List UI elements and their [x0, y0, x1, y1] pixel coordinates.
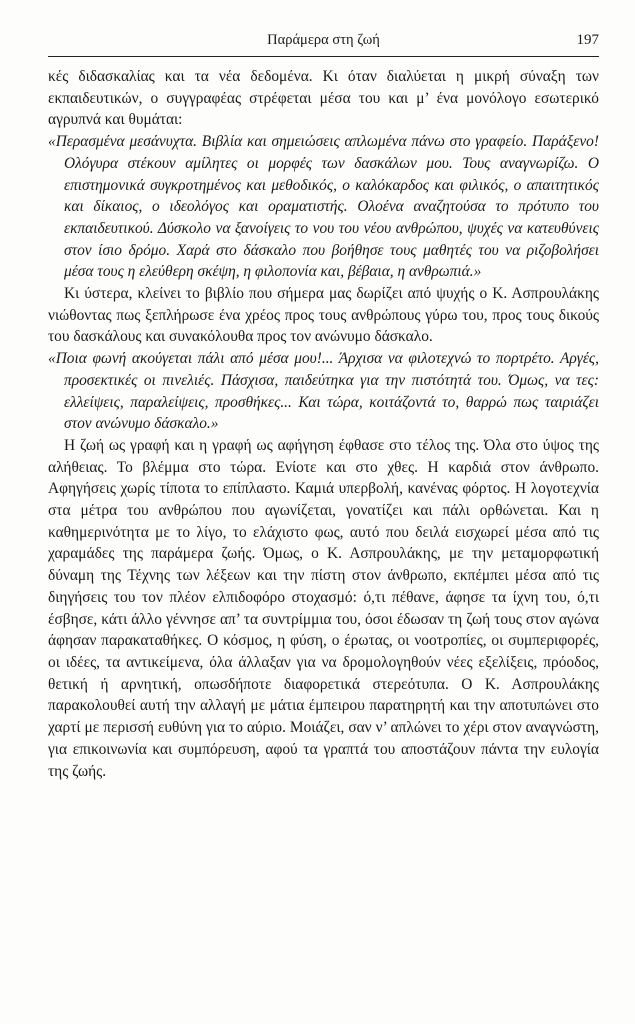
quote-portrait: «Ποια φωνή ακούγεται πάλι από μέσα μου!... Άρχισα να φιλοτεχνώ το πορτρέτο. Αργές, προσεκτικές οι πινελιές. Πάσχισα, παιδεύτηκα για την πιστότητά του. Όμως, να τες: ελλείψεις, παραλείψεις, προσθήκες... Και τώρα, κοιτάζοντά το, θαρρώ πως ταιριάζει στον ανώνυμο δάσκαλο.» — [48, 350, 599, 433]
paragraph-intro: κές διδασκαλίας και τα νέα δεδομένα. Κι όταν διαλύεται η μικρή σύναξη των εκπαιδευτικών, ο συγγραφέας στρέφεται μέσα του και μ’ ένα μονόλογο εσωτερικό αγρυπνά και θυμάται: — [48, 68, 599, 129]
body-text — [48, 66, 599, 782]
quote-midnight: «Περασμένα μεσάνυχτα. Βιβλία και σημειώσεις απλωμένα πάνω στο γραφείο. Παράξενο! Ολόγυρα στέκουν αμίλητες οι μορφές των δασκάλων μου. Τους αναγνωρίζω. Ο επιστημονικά συγκροτημένος και μεθοδικός, ο καλόκαρδος και φιλικός, ο απαιτητικός και δίκαιος, ο ιδεολόγος και οραματιστής. Ολοένα αναζητούσα το πρότυπο του εκπαιδευτικού. Δύσκολο να ξανοίγεις το νου του νέου ανθρώπου, ψυχές να κατευθύνεις στον ίσιο δρόμο. Χαρά στο δάσκαλο που βοήθησε τους μαθητές του να ριζοβολήσει μέσα τους η ελεύθερη σκέψη, η φιλοπονία και, βέβαια, η ανθρωπιά.» — [48, 133, 599, 281]
page-header — [48, 32, 599, 54]
page-number: 197 — [576, 32, 599, 48]
running-head: Παράμερα στη ζωή — [267, 32, 380, 48]
paragraph-conclusion: Η ζωή ως γραφή και η γραφή ως αφήγηση έφθασε στο τέλος της. Όλα στο ύψος της αλήθειας. Το βλέμμα στο τώρα. Ενίοτε και στο χθες. Η καρδιά στον άνθρωπο. Αφηγήσεις χωρίς τίποτα το επίπλαστο. Καμιά υπερβολή, κανένας φόρτος. Η λογοτεχνία στα μέτρα του ανθρώπου που αγωνίζεται, γονατίζει και πάλι ορθώνεται. Και η καθημερινότητα με το λίγο, το ελάχιστο φως, αυτό που δειλά εισχωρεί μέσα από τις χαραμάδες της παράμερα ζωής. Όμως, ο Κ. Ασπρουλάκης, με την μεταμορφωτική δύναμη της Τέχνης των λέξεων και την πίστη στον άνθρωπο, εκπέμπει μέσα από τις διηγήσεις του τον πλέον ελπιδοφόρο στοχασμό: ό,τι πέθανε, άφησε τα ίχνη του, ό,τι έσβησε, κάτι άλλο γέννησε απ’ τα συντρίμμια του, όσοι έδωσαν τη ζωή τους στον αγώνα άφησαν παρακαταθήκες. Ο κόσμος, η φύση, ο έρωτας, οι νοοτροπίες, οι συμπεριφορές, οι ιδέες, τα αντικείμενα, όλα άλλαξαν για να δρομολογηθούν νέες εξελίξεις, πρόοδος, θετική ή αρνητική, οπωσδήποτε διαφορετικά στερεότυπα. Ο Κ. Ασπρουλάκης παρακολουθεί αυτή την αλλαγή με μάτια έμπειρου παρατηρητή και την αποτυπώνει στο χαρτί με περισσή ευθύνη για το αύριο. Μοιάζει, σαν ν’ απλώνει το χέρι στον αναγνώστη, για επικοινωνία και συμπόρευση, αφού τα γραπτά του αποστάζουν πάντα την ευλογία της ζωής. — [48, 436, 599, 780]
paragraph-closing-book: Κι ύστερα, κλείνει το βιβλίο που σήμερα μας δωρίζει από ψυχής ο Κ. Ασπρουλάκης νιώθοντας πως ξεπλήρωσε ένα χρέος προς τους ανθρώπους γύρω του, προς τους δικούς του δασκάλους και συνακόλουθα προς τον ανώνυμο δάσκαλο. — [48, 285, 599, 346]
header-rule — [48, 56, 599, 57]
